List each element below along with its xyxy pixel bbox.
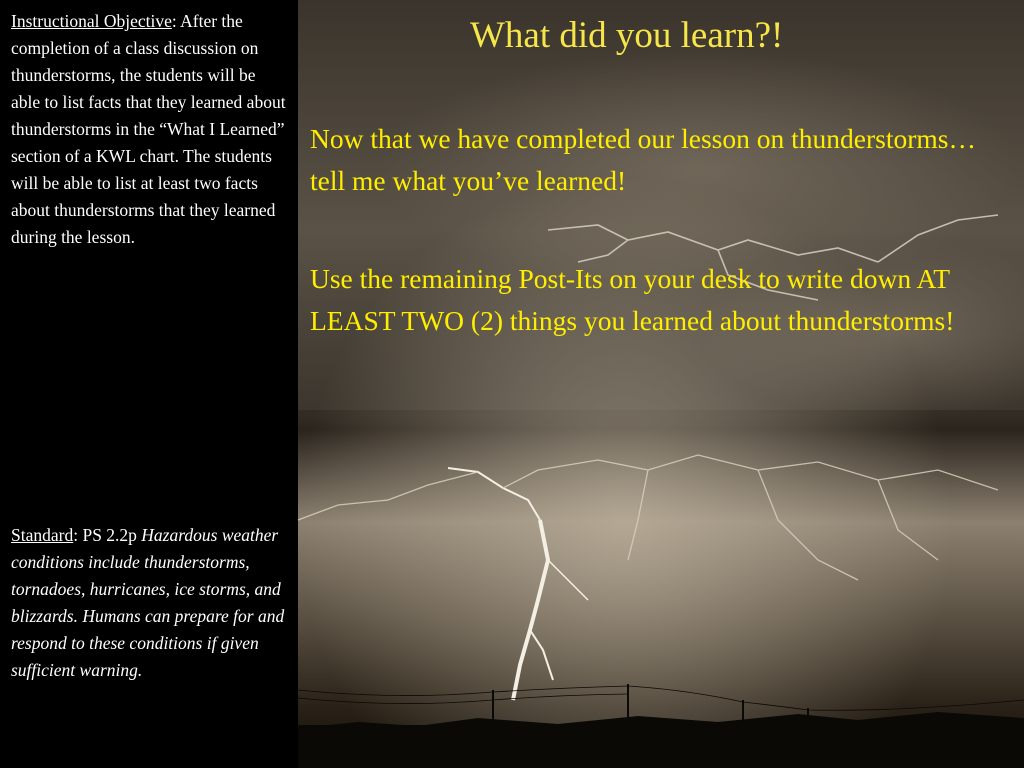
instructional-objective: [11, 8, 286, 251]
objective-label: Instructional Objective: [11, 11, 172, 31]
standard-label: Standard: [11, 525, 74, 545]
standard-code: : PS 2.2p: [73, 525, 142, 545]
standard-block: [11, 522, 286, 684]
slide-paragraph-1: Now that we have completed our lesson on thunderstorms…tell me what you’ve learned!: [310, 123, 976, 196]
slide-paragraph-2: Use the remaining Post-Its on your desk to write down AT LEAST TWO (2) things you learned about thunderstorms!: [310, 263, 955, 336]
slide-title: What did you learn?!: [470, 15, 784, 56]
objective-text: : After the completion of a class discussion on thunderstorms, the students will be able to list facts that they learned about thunderstorms in the “What I Learned” section of a KWL chart. The students will be able to list at least two facts about thunderstorms that they learned during the lesson.: [11, 11, 286, 247]
standard-text: Hazardous weather conditions include thunderstorms, tornadoes, hurricanes, ice storms, and blizzards. Humans can prepare for and respond to these conditions if given sufficient warning.: [11, 525, 285, 680]
thunderstorm-photo: [298, 0, 1024, 768]
sidebar-panel: [0, 0, 298, 768]
